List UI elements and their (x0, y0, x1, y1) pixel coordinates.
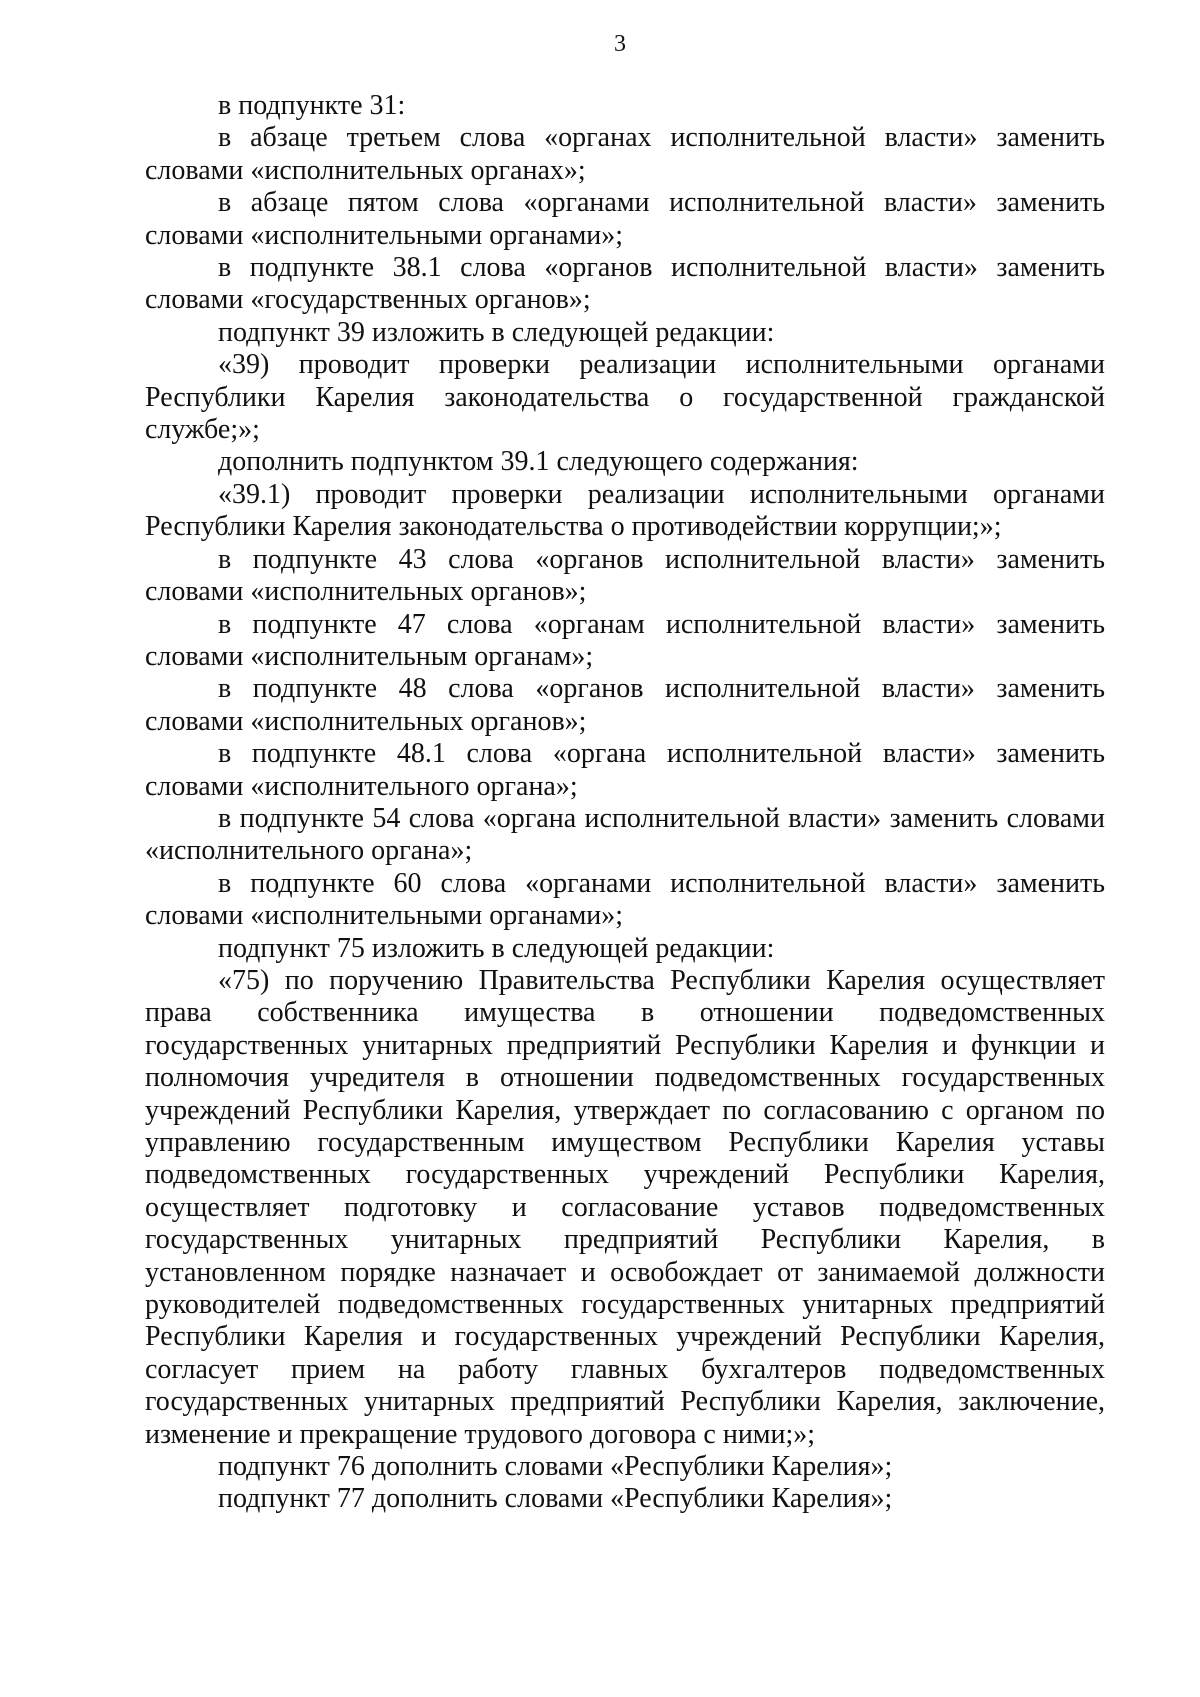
paragraph: в подпункте 38.1 слова «органов исполнительной власти» заменить словами «государственных органов»; (145, 252, 1105, 316)
paragraph: подпункт 76 дополнить словами «Республики Карелия»; (218, 1451, 893, 1483)
paragraph: подпункт 75 изложить в следующей редакции: (218, 932, 775, 964)
paragraph: в абзаце третьем слова «органах исполнительной власти» заменить словами «исполнительных органах»; (145, 122, 1105, 186)
paragraph: «75) по поручению Правительства Республики Карелия осуществляет права собственника имущества в отношении подведомственных государственных унитарных предприятий Республики Карелия и функции и полномочия учредителя в отношении подведомственных государственных учреждений Республики Карелия, утверждает по согласованию с органом по управлению государственным имуществом Республики Карелия уставы подведомственных государственных учреждений Республики Карелия, осуществляет подготовку и согласование уставов подведомственных государственных унитарных предприятий Республики Карелия, в установленном порядке назначает и освобождает от занимаемой должности руководителей подведомственных государственных унитарных предприятий Республики Карелия и государственных учреждений Республики Карелия, согласует прием на работу главных бухгалтеров подведомственных государственных унитарных предприятий Республики Карелия, заключение, изменение и прекращение трудового договора с ними;»; (145, 964, 1105, 1450)
paragraph: подпункт 39 изложить в следующей редакции: (218, 316, 775, 348)
paragraph: в подпункте 43 слова «органов исполнительной власти» заменить словами «исполнительных органов»; (145, 543, 1105, 608)
paragraph: в подпункте 54 слова «органа исполнительной власти» заменить словами «исполнительного органа»; (145, 802, 1105, 867)
paragraph: в подпункте 48.1 слова «органа исполнительной власти» заменить словами «исполнительного органа»; (145, 738, 1105, 802)
page-number: 3 (614, 31, 626, 57)
paragraph: в подпункте 60 слова «органами исполнительной власти» заменить словами «исполнительными органами»; (145, 867, 1105, 932)
paragraph: подпункт 77 дополнить словами «Республики Карелия»; (218, 1483, 893, 1515)
paragraph: в подпункте 47 слова «органам исполнительной власти» заменить словами «исполнительным органам»; (145, 608, 1105, 672)
document-body (145, 90, 1105, 1516)
paragraph: «39) проводит проверки реализации исполнительными органами Республики Карелия законодательства о государственной гражданской службе;»; (145, 349, 1105, 446)
paragraph: дополнить подпунктом 39.1 следующего содержания: (218, 446, 859, 478)
paragraph: «39.1) проводит проверки реализации исполнительными органами Республики Карелия законодательства о противодействии коррупции;»; (145, 478, 1105, 543)
paragraph: в подпункте 48 слова «органов исполнительной власти» заменить словами «исполнительных органов»; (145, 673, 1105, 737)
paragraph: в подпункте 31: (218, 90, 406, 121)
paragraph: в абзаце пятом слова «органами исполнительной власти» заменить словами «исполнительными органами»; (145, 187, 1105, 251)
